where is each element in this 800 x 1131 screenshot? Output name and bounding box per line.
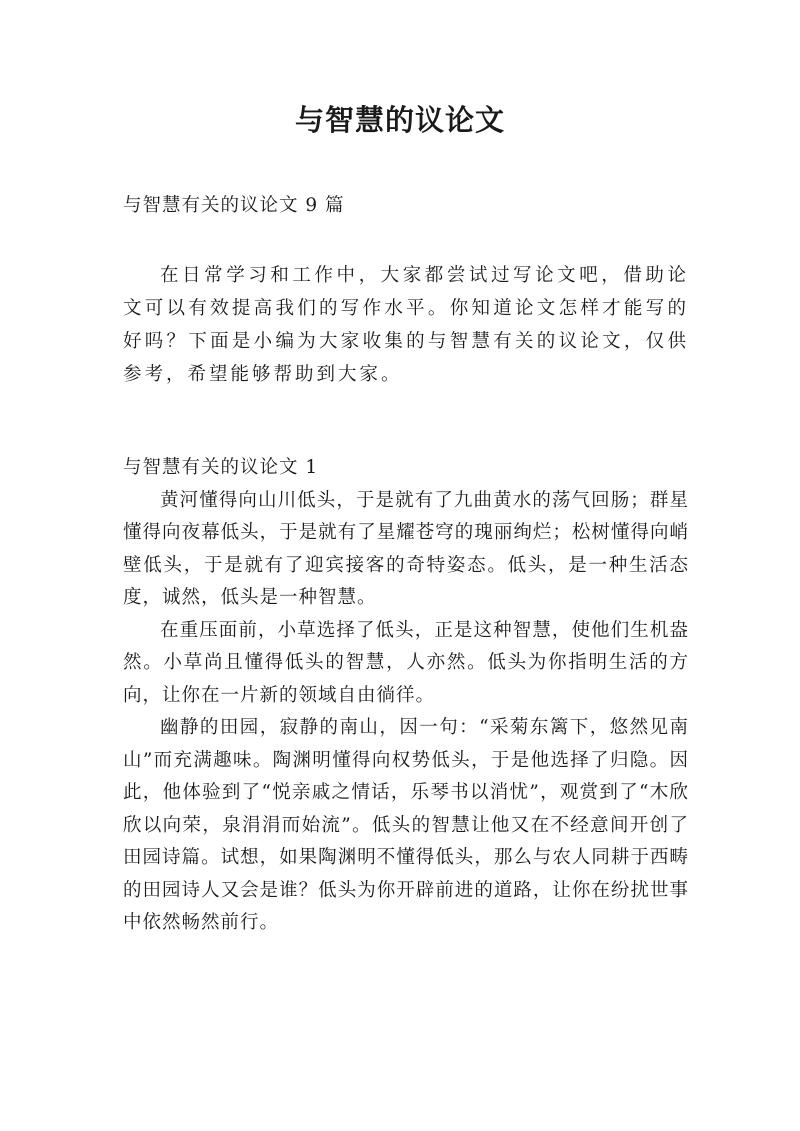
- document-subtitle: 与智慧有关的议论文 9 篇: [123, 195, 345, 216]
- essay-paragraph: 黄河懂得向山川低头，于是就有了九曲黄水的荡气回肠；群星懂得向夜幕低头，于是就有了星耀苍穹的瑰丽绚烂；松树懂得向峭壁低头，于是就有了迎宾接客的奇特姿态。低头，是一种生活态度，诚然，低头是一种智慧。: [123, 489, 689, 608]
- essay-paragraph: 幽静的田园，寂静的南山，因一句：“采菊东篱下，悠然见南山”而充满趣味。陶渊明懂得向权势低头，于是他选择了归隐。因此，他体验到了“悦亲戚之情话，乐琴书以消忧”，观赏到了“木欣欣以向荣，泉涓涓而始流”。低头的智慧让他又在不经意间开创了田园诗篇。试想，如果陶渊明不懂得低头，那么与农人同耕于西畴的田园诗人又会是谁？低头为你开辟前进的道路，让你在纷扰世事中依然畅然前行。: [123, 717, 689, 933]
- essay-section: [123, 452, 689, 940]
- essay-heading: 与智慧有关的议论文 1: [123, 457, 319, 478]
- essay-paragraph: 在重压面前，小草选择了低头，正是这种智慧，使他们生机盎然。小草尚且懂得低头的智慧，人亦然。低头为你指明生活的方向，让你在一片新的领域自由徜徉。: [123, 619, 689, 706]
- document-title: 与智慧的议论文: [294, 103, 505, 137]
- intro-block: [123, 259, 689, 391]
- intro-paragraph: 在日常学习和工作中，大家都尝试过写论文吧，借助论文可以有效提高我们的写作水平。你知道论文怎样才能写的好吗？下面是小编为大家收集的与智慧有关的议论文，仅供参考，希望能够帮助到大家。: [123, 265, 689, 385]
